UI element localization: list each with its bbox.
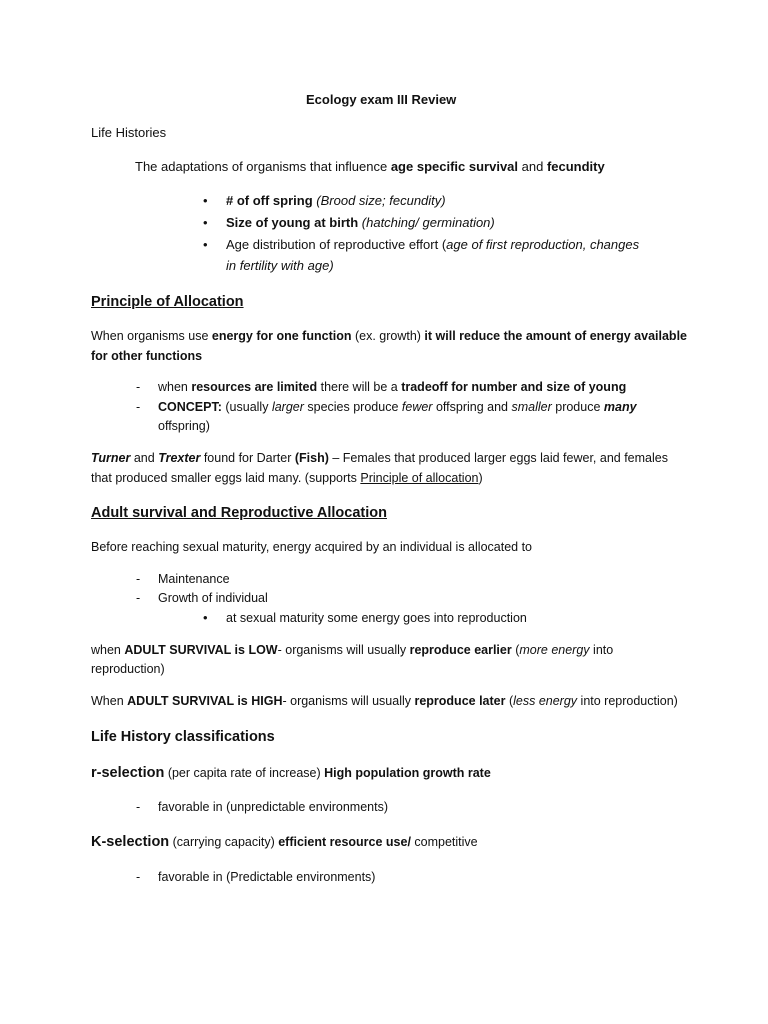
- classifications-heading: Life History classifications: [91, 729, 275, 745]
- dash-bullet-icon: -: [136, 591, 141, 605]
- dash-bullet-icon: -: [136, 870, 141, 884]
- allocation-item-concept-cont: offspring): [158, 419, 210, 433]
- item-growth: Growth of individual: [158, 591, 268, 605]
- r-selection-item: favorable in (unpredictable environments): [158, 800, 388, 814]
- life-histories-heading: Life Histories: [91, 125, 167, 140]
- adult-survival-heading: Adult survival and Reproductive Allocation: [91, 505, 387, 521]
- r-selection-line: r-selection (per capita rate of increase) High population growth rate: [91, 765, 491, 781]
- allocation-item-resources: when resources are limited there will be a tradeoff for number and size of young: [158, 380, 627, 394]
- dash-bullet-icon: -: [136, 380, 141, 394]
- bullet-offspring: # of off spring (Brood size; fecundity): [226, 193, 446, 208]
- adult-survival-intro: Before reaching sexual maturity, energy acquired by an individual is allocated to: [91, 540, 532, 554]
- survival-low-line2: reproduction): [91, 662, 165, 676]
- principle-allocation-heading: Principle of Allocation: [91, 294, 244, 310]
- bullet-icon: •: [203, 237, 208, 252]
- page-title: Ecology exam III Review: [306, 92, 457, 107]
- dash-bullet-icon: -: [136, 572, 141, 586]
- turner-trexter-line1: Turner and Trexter found for Darter (Fish) – Females that produced larger eggs laid fewer, and females: [91, 451, 668, 465]
- allocation-item-concept: CONCEPT: (usually larger species produce fewer offspring and smaller produce many: [158, 400, 637, 414]
- bullet-icon: •: [203, 193, 208, 208]
- k-selection-item: favorable in (Predictable environments): [158, 870, 376, 884]
- survival-high: When ADULT SURVIVAL is HIGH- organisms will usually reproduce later (less energy into reproduction): [91, 694, 678, 708]
- bullet-icon: •: [203, 610, 208, 625]
- dash-bullet-icon: -: [136, 800, 141, 814]
- turner-trexter-line2: that produced smaller eggs laid many. (supports Principle of allocation): [91, 471, 483, 485]
- item-maintenance: Maintenance: [158, 572, 230, 586]
- bullet-icon: •: [203, 215, 208, 230]
- bullet-age-distribution-cont: in fertility with age): [226, 258, 334, 273]
- life-histories-intro: The adaptations of organisms that influence age specific survival and fecundity: [135, 159, 605, 174]
- bullet-size-of-young: Size of young at birth (hatching/ germination): [226, 215, 495, 230]
- allocation-paragraph-line2: for other functions: [91, 349, 203, 363]
- bullet-age-distribution: Age distribution of reproductive effort (age of first reproduction, changes: [226, 237, 640, 252]
- survival-low-line1: when ADULT SURVIVAL is LOW- organisms will usually reproduce earlier (more energy into: [91, 643, 614, 657]
- k-selection-line: K-selection (carrying capacity) efficient resource use/ competitive: [91, 834, 478, 850]
- sub-bullet-sexual-maturity: at sexual maturity some energy goes into reproduction: [226, 611, 527, 625]
- dash-bullet-icon: -: [136, 400, 141, 414]
- allocation-paragraph-line1: When organisms use energy for one function (ex. growth) it will reduce the amount of energy available: [91, 329, 687, 343]
